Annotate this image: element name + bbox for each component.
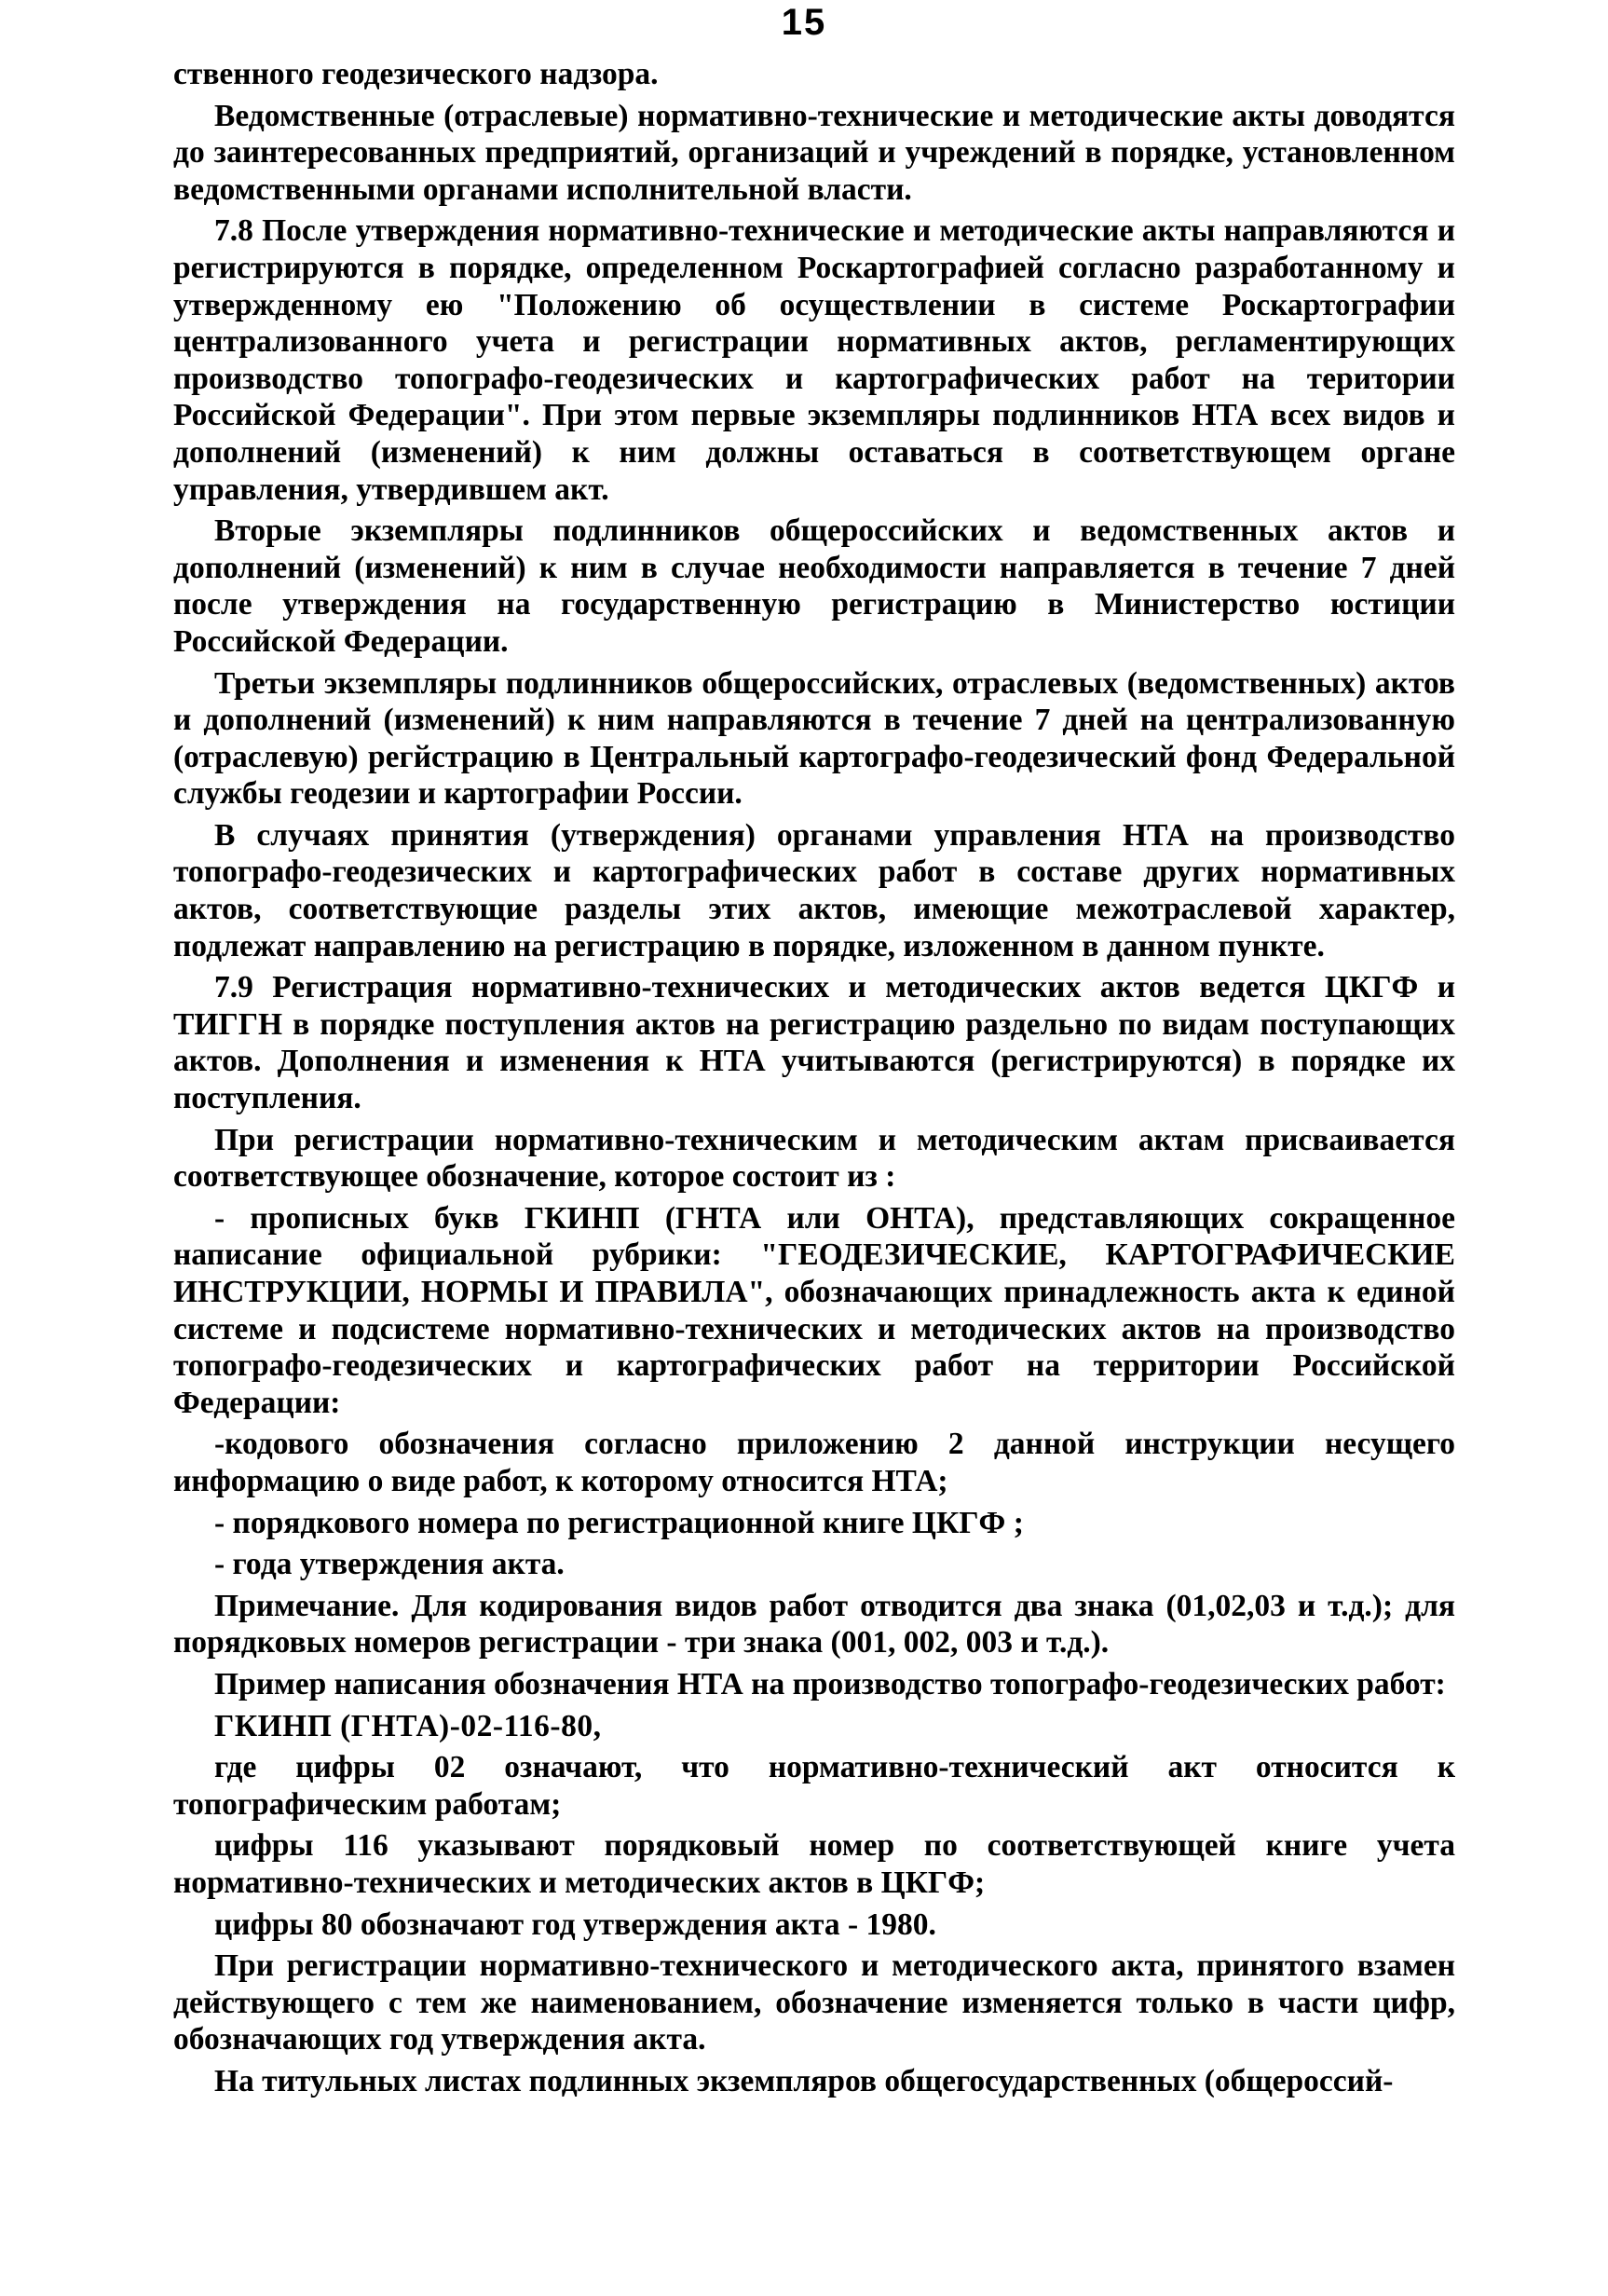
paragraph: Пример написания обозначения НТА на производство топографо-геодезических работ: [214, 1666, 1446, 1702]
list-item: - года утверждения акта. [214, 1547, 565, 1582]
paragraph: цифры 116 указывают порядковый номер по соответствующей книге учета нормативно-технических и методических актов в ЦКГФ; [173, 1828, 1455, 1900]
designation-example: ГКИНП (ГНТА)-02-116-80, [214, 1708, 602, 1743]
list-item: -кодового обозначения согласно приложению 2 данной инструкции несущего информацию о виде работ, к которому относится НТА; [173, 1427, 1455, 1498]
note-paragraph: Примечание. Для кодирования видов работ отводится два знака (01,02,03 и т.д.); для порядковых номеров регистрации - три знака (001, 002, 003 и т.д.). [173, 1588, 1455, 1660]
paragraph: При регистрации нормативно-техническим и методическим актам присваивается соответствующее обозначение, которое состоит из : [173, 1122, 1455, 1195]
paragraph: В случаях принятия (утверждения) органами управления НТА на производство топографо-геодезических и картографических работ в составе других нормативных актов, соответствующие разделы этих актов, имеющие межотраслевой характер, подлежат направлению на регистрацию в порядке, изложенном в данном пункте. [173, 817, 1455, 964]
paragraph: где цифры 02 означают, что нормативно-технический акт относится к топографическим работам; [173, 1750, 1455, 1822]
paragraph: ственного геодезического надзора. [173, 57, 659, 91]
list-item: - порядкового номера по регистрационной книге ЦКГФ ; [214, 1505, 1024, 1540]
paragraph: При регистрации нормативно-технического и методического акта, принятого взамен действующего с тем же наименованием, обозначение изменяется только в части цифр, обозначающих год утверждения акта. [173, 1948, 1455, 2057]
paragraph: цифры 80 обозначают год утверждения акта - 1980. [214, 1906, 936, 1942]
paragraph: Третьи экземпляры подлинников общероссийских, отраслевых (ведомственных) актов и дополнений (изменений) к ним направляются в течение 7 дней на централизованную (отраслевую) регйстрацию в Центральный картографо-геодезический фонд Федеральной службы геодезии и картографии России. [173, 665, 1455, 812]
list-item: - прописных букв ГКИНП (ГНТА или ОНТА), представляющих сокращенное написание официальной рубрики: "ГЕОДЕЗИЧЕСКИЕ, КАРТОГРАФИЧЕСКИЕ ИНСТРУКЦИИ, НОРМЫ И ПРАВИЛА", обозначающих принадлежность акта к единой системе и подсистеме нормативно-технических и методических актов на производство топографо-геодезических и картографических работ на территории Российской Федерации: [173, 1200, 1455, 1420]
document-body [173, 56, 1455, 2104]
paragraph: 7.8 После утверждения нормативно-технические и методические акты направляются и регистрируются в порядке, определенном Роскартографией согласно разработанному и утвержденному ею "Положению об осуществлении в системе Роскартографии централизованного учета и регистрации нормативных актов, регламентирующих производство топографо-геодезических и картографических работ на територии Российской Федерации". При этом первые экземпляры подлинников НТА всех видов и дополнений (изменений) к ним должны оставаться в соответствующем органе управления, утвердившем акт. [173, 213, 1455, 507]
paragraph: Вторые экземпляры подлинников общероссийских и ведомственных актов и дополнений (изменений) к ним в случае необходимости направляется в течение 7 дней после утверждения на государственную регистрацию в Министерство юстиции Российской Федерации. [173, 513, 1455, 659]
paragraph: Ведомственные (отраслевые) нормативно-технические и методические акты доводятся до заинтересованных предприятий, организаций и учреждений в порядке, установленном ведомственными органами исполнительной власти. [173, 98, 1455, 207]
paragraph: 7.9 Регистрация нормативно-технических и методических актов ведется ЦКГФ и ТИГГН в порядке поступления актов на регистрацию раздельно по видам поступающих актов. Дополнения и изменения к НТА учитываются (регистрируются) в порядке их поступления. [173, 970, 1455, 1116]
page-number: 15 [781, 2, 827, 43]
paragraph: На титульных листах подлинных экземпляров общегосударственных (общероссий- [214, 2063, 1394, 2098]
